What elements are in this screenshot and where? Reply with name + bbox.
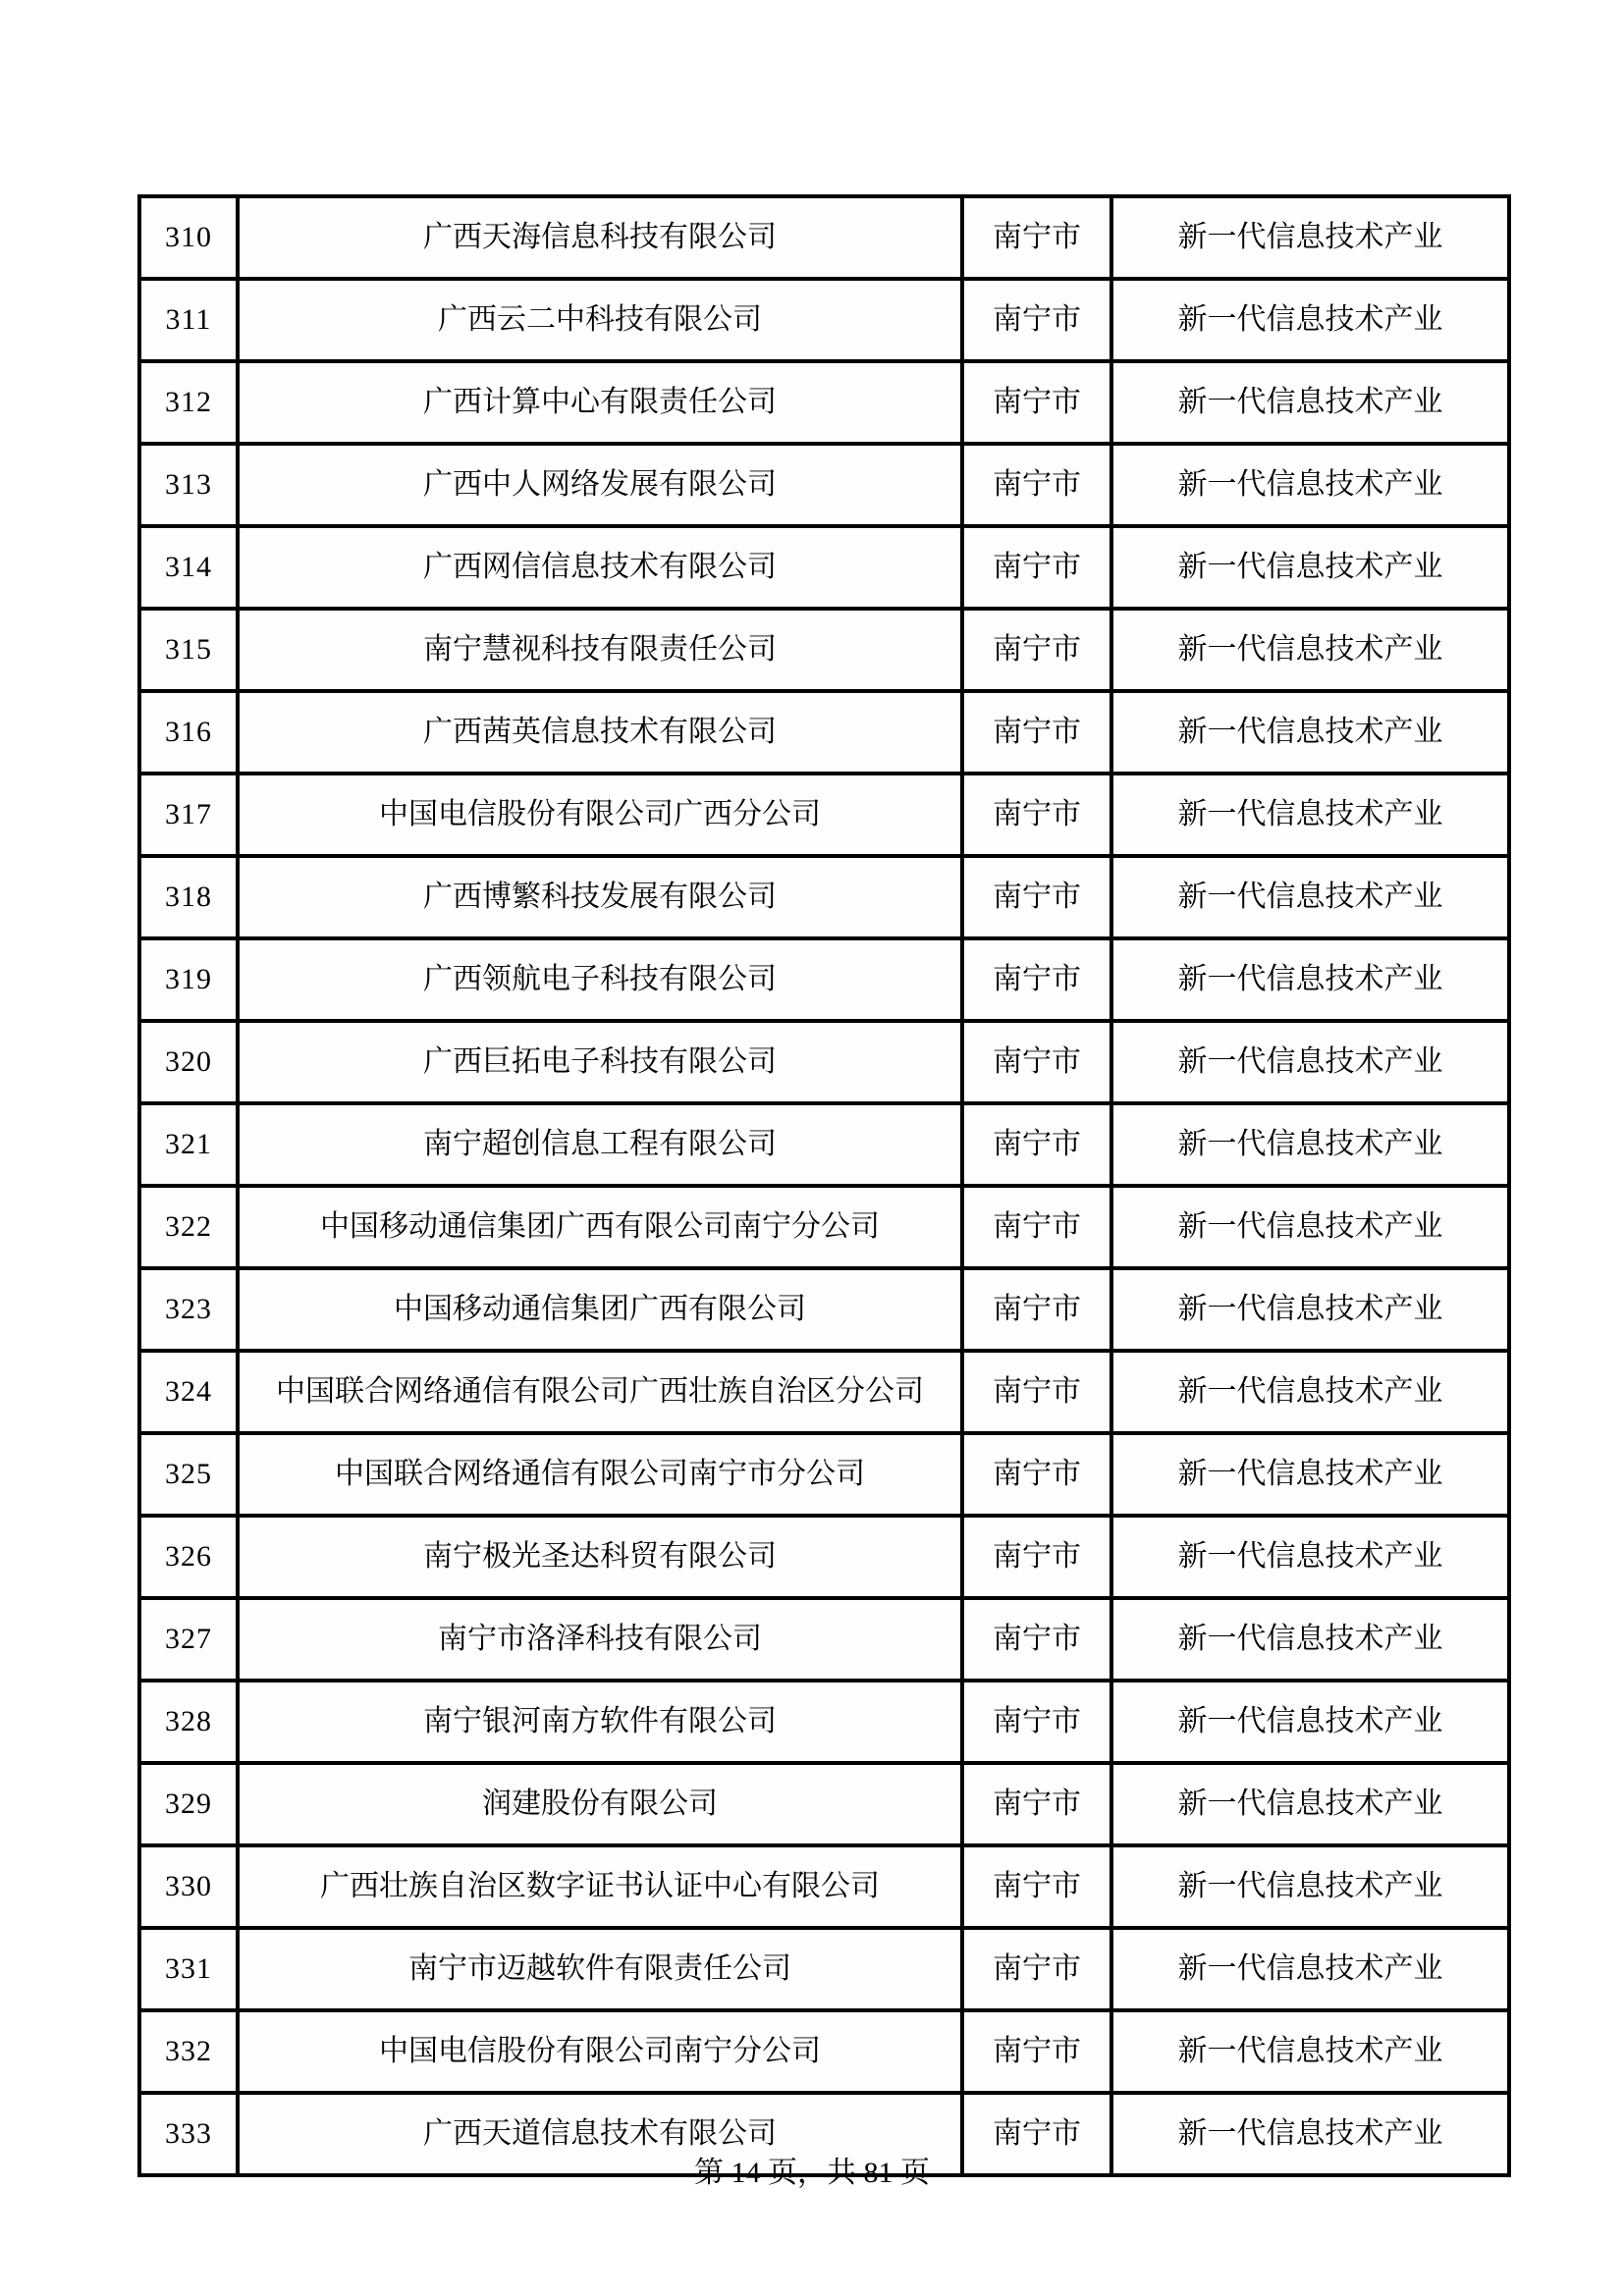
city-cell: 南宁市 bbox=[962, 609, 1111, 691]
table-row bbox=[139, 444, 1509, 526]
row-number-cell: 328 bbox=[139, 1681, 238, 1763]
city-cell: 南宁市 bbox=[962, 1598, 1111, 1681]
city-cell: 南宁市 bbox=[962, 1268, 1111, 1351]
row-number-cell: 314 bbox=[139, 526, 238, 609]
table-row bbox=[139, 938, 1509, 1021]
industry-cell: 新一代信息技术产业 bbox=[1111, 1681, 1509, 1763]
row-number-cell: 316 bbox=[139, 691, 238, 774]
table-row bbox=[139, 1186, 1509, 1268]
table-row bbox=[139, 1268, 1509, 1351]
industry-cell: 新一代信息技术产业 bbox=[1111, 609, 1509, 691]
row-number-cell: 324 bbox=[139, 1351, 238, 1433]
industry-cell: 新一代信息技术产业 bbox=[1111, 1186, 1509, 1268]
row-number-cell: 331 bbox=[139, 1928, 238, 2010]
industry-cell: 新一代信息技术产业 bbox=[1111, 774, 1509, 856]
city-cell: 南宁市 bbox=[962, 1763, 1111, 1845]
company-name-cell: 中国联合网络通信有限公司广西壮族自治区分公司 bbox=[238, 1351, 962, 1433]
industry-cell: 新一代信息技术产业 bbox=[1111, 2093, 1509, 2175]
page-footer: 第 14 页，共 81 页 bbox=[694, 2157, 930, 2189]
company-name-cell: 广西云二中科技有限公司 bbox=[238, 279, 962, 361]
row-number-cell: 323 bbox=[139, 1268, 238, 1351]
table-row bbox=[139, 1763, 1509, 1845]
company-name-cell: 广西中人网络发展有限公司 bbox=[238, 444, 962, 526]
city-cell: 南宁市 bbox=[962, 1928, 1111, 2010]
company-name-cell: 广西领航电子科技有限公司 bbox=[238, 938, 962, 1021]
company-name-cell: 中国移动通信集团广西有限公司 bbox=[238, 1268, 962, 1351]
company-name-cell: 广西博繁科技发展有限公司 bbox=[238, 856, 962, 938]
city-cell: 南宁市 bbox=[962, 1186, 1111, 1268]
row-number-cell: 313 bbox=[139, 444, 238, 526]
company-name-cell: 中国联合网络通信有限公司南宁市分公司 bbox=[238, 1433, 962, 1516]
row-number-cell: 333 bbox=[139, 2093, 238, 2175]
industry-cell: 新一代信息技术产业 bbox=[1111, 1021, 1509, 1103]
table-row bbox=[139, 774, 1509, 856]
row-number-cell: 310 bbox=[139, 196, 238, 279]
table-row bbox=[139, 1103, 1509, 1186]
row-number-cell: 312 bbox=[139, 361, 238, 444]
industry-cell: 新一代信息技术产业 bbox=[1111, 279, 1509, 361]
industry-cell: 新一代信息技术产业 bbox=[1111, 938, 1509, 1021]
industry-cell: 新一代信息技术产业 bbox=[1111, 691, 1509, 774]
industry-cell: 新一代信息技术产业 bbox=[1111, 1763, 1509, 1845]
city-cell: 南宁市 bbox=[962, 1433, 1111, 1516]
city-cell: 南宁市 bbox=[962, 2093, 1111, 2175]
table-row bbox=[139, 1021, 1509, 1103]
city-cell: 南宁市 bbox=[962, 2010, 1111, 2093]
table-row bbox=[139, 1598, 1509, 1681]
city-cell: 南宁市 bbox=[962, 526, 1111, 609]
company-name-cell: 中国移动通信集团广西有限公司南宁分公司 bbox=[238, 1186, 962, 1268]
company-name-cell: 南宁慧视科技有限责任公司 bbox=[238, 609, 962, 691]
table-row bbox=[139, 361, 1509, 444]
company-name-cell: 南宁市迈越软件有限责任公司 bbox=[238, 1928, 962, 2010]
company-name-cell: 广西计算中心有限责任公司 bbox=[238, 361, 962, 444]
city-cell: 南宁市 bbox=[962, 938, 1111, 1021]
row-number-cell: 317 bbox=[139, 774, 238, 856]
company-name-cell: 广西天海信息科技有限公司 bbox=[238, 196, 962, 279]
industry-cell: 新一代信息技术产业 bbox=[1111, 1433, 1509, 1516]
city-cell: 南宁市 bbox=[962, 1351, 1111, 1433]
row-number-cell: 319 bbox=[139, 938, 238, 1021]
row-number-cell: 332 bbox=[139, 2010, 238, 2093]
city-cell: 南宁市 bbox=[962, 361, 1111, 444]
table-row bbox=[139, 1845, 1509, 1928]
industry-cell: 新一代信息技术产业 bbox=[1111, 1598, 1509, 1681]
company-name-cell: 广西天道信息技术有限公司 bbox=[238, 2093, 962, 2175]
city-cell: 南宁市 bbox=[962, 856, 1111, 938]
row-number-cell: 318 bbox=[139, 856, 238, 938]
city-cell: 南宁市 bbox=[962, 444, 1111, 526]
table-row bbox=[139, 1681, 1509, 1763]
company-table-body bbox=[139, 196, 1509, 2175]
city-cell: 南宁市 bbox=[962, 1103, 1111, 1186]
industry-cell: 新一代信息技术产业 bbox=[1111, 1268, 1509, 1351]
table-row bbox=[139, 2010, 1509, 2093]
row-number-cell: 322 bbox=[139, 1186, 238, 1268]
table-row bbox=[139, 1351, 1509, 1433]
industry-cell: 新一代信息技术产业 bbox=[1111, 2010, 1509, 2093]
table-row bbox=[139, 279, 1509, 361]
industry-cell: 新一代信息技术产业 bbox=[1111, 444, 1509, 526]
row-number-cell: 325 bbox=[139, 1433, 238, 1516]
industry-cell: 新一代信息技术产业 bbox=[1111, 1516, 1509, 1598]
row-number-cell: 327 bbox=[139, 1598, 238, 1681]
industry-cell: 新一代信息技术产业 bbox=[1111, 1845, 1509, 1928]
city-cell: 南宁市 bbox=[962, 1681, 1111, 1763]
table-row bbox=[139, 856, 1509, 938]
company-name-cell: 南宁超创信息工程有限公司 bbox=[238, 1103, 962, 1186]
table-row bbox=[139, 609, 1509, 691]
row-number-cell: 330 bbox=[139, 1845, 238, 1928]
company-name-cell: 广西网信信息技术有限公司 bbox=[238, 526, 962, 609]
company-name-cell: 广西壮族自治区数字证书认证中心有限公司 bbox=[238, 1845, 962, 1928]
row-number-cell: 315 bbox=[139, 609, 238, 691]
company-table bbox=[137, 194, 1511, 2177]
city-cell: 南宁市 bbox=[962, 1516, 1111, 1598]
city-cell: 南宁市 bbox=[962, 1021, 1111, 1103]
table-row bbox=[139, 691, 1509, 774]
row-number-cell: 329 bbox=[139, 1763, 238, 1845]
city-cell: 南宁市 bbox=[962, 1845, 1111, 1928]
city-cell: 南宁市 bbox=[962, 774, 1111, 856]
row-number-cell: 326 bbox=[139, 1516, 238, 1598]
company-name-cell: 广西巨拓电子科技有限公司 bbox=[238, 1021, 962, 1103]
company-name-cell: 南宁极光圣达科贸有限公司 bbox=[238, 1516, 962, 1598]
company-name-cell: 润建股份有限公司 bbox=[238, 1763, 962, 1845]
table-row bbox=[139, 1516, 1509, 1598]
row-number-cell: 321 bbox=[139, 1103, 238, 1186]
city-cell: 南宁市 bbox=[962, 196, 1111, 279]
industry-cell: 新一代信息技术产业 bbox=[1111, 361, 1509, 444]
city-cell: 南宁市 bbox=[962, 691, 1111, 774]
industry-cell: 新一代信息技术产业 bbox=[1111, 196, 1509, 279]
city-cell: 南宁市 bbox=[962, 279, 1111, 361]
company-name-cell: 南宁市洛泽科技有限公司 bbox=[238, 1598, 962, 1681]
industry-cell: 新一代信息技术产业 bbox=[1111, 1351, 1509, 1433]
row-number-cell: 320 bbox=[139, 1021, 238, 1103]
table-row bbox=[139, 526, 1509, 609]
industry-cell: 新一代信息技术产业 bbox=[1111, 1928, 1509, 2010]
company-name-cell: 广西茜英信息技术有限公司 bbox=[238, 691, 962, 774]
industry-cell: 新一代信息技术产业 bbox=[1111, 1103, 1509, 1186]
row-number-cell: 311 bbox=[139, 279, 238, 361]
company-name-cell: 中国电信股份有限公司广西分公司 bbox=[238, 774, 962, 856]
table-row bbox=[139, 1928, 1509, 2010]
company-name-cell: 南宁银河南方软件有限公司 bbox=[238, 1681, 962, 1763]
table-row bbox=[139, 1433, 1509, 1516]
table-row bbox=[139, 196, 1509, 279]
industry-cell: 新一代信息技术产业 bbox=[1111, 856, 1509, 938]
industry-cell: 新一代信息技术产业 bbox=[1111, 526, 1509, 609]
company-name-cell: 中国电信股份有限公司南宁分公司 bbox=[238, 2010, 962, 2093]
